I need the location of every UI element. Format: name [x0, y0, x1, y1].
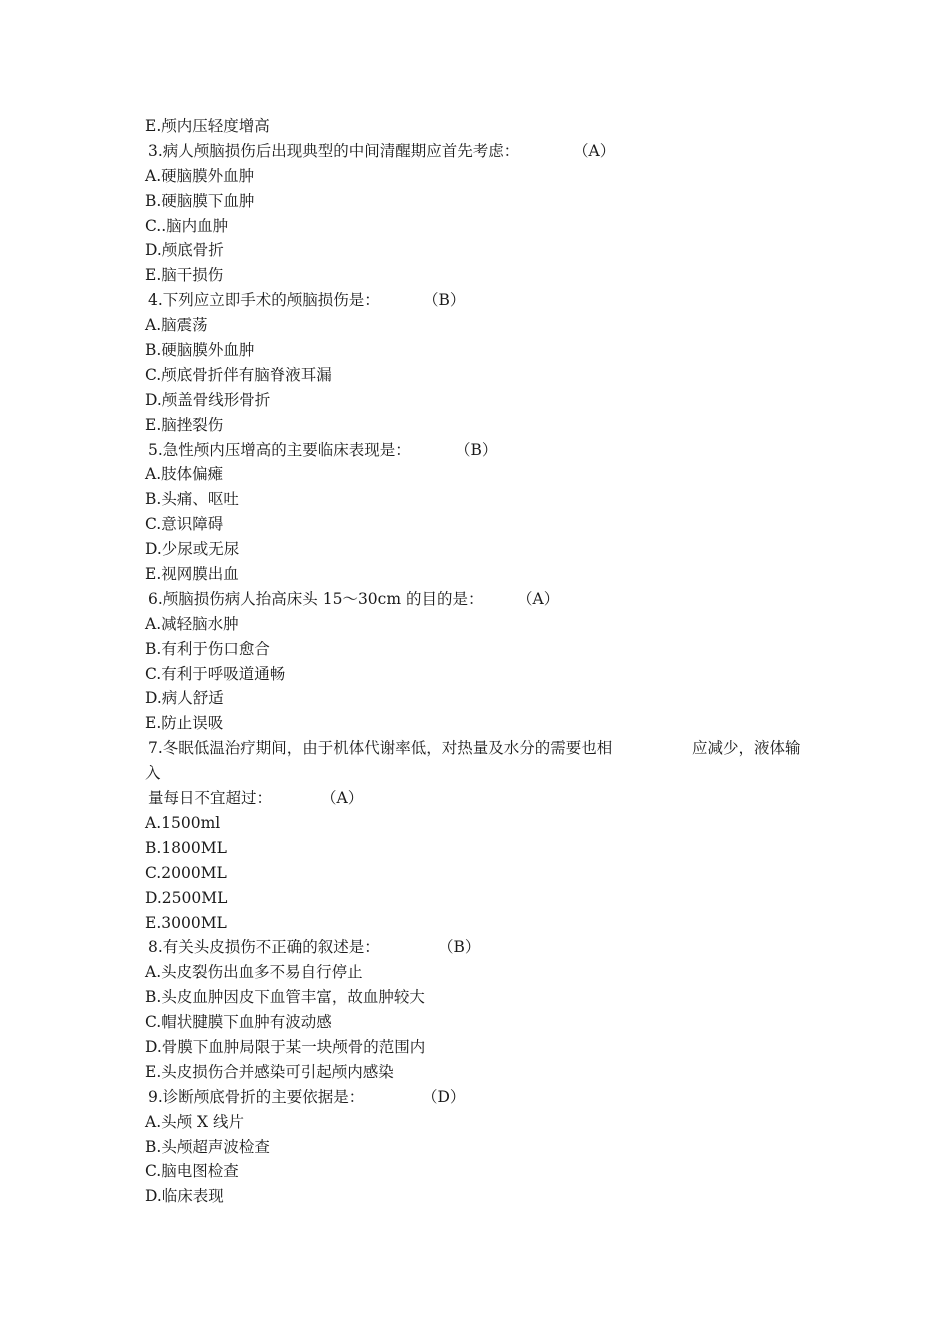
answer-option: C.2000ML	[145, 863, 227, 882]
answer-option: D.颅底骨折	[145, 241, 224, 260]
answer-option: B.硬脑膜下血肿	[145, 191, 255, 210]
answer-option: B.头痛、呕吐	[145, 490, 239, 509]
answer-option: A.头颅 X 线片	[145, 1112, 245, 1131]
question-text: 7.冬眠低温治疗期间，由于机体代谢率低，对热量及水分的需要也相	[148, 739, 613, 758]
question-line	[145, 139, 825, 164]
answer-option: B.头皮血肿因皮下血管丰富，故血肿较大	[145, 988, 425, 1007]
answer-option: B.头颅超声波检查	[145, 1137, 270, 1156]
answer-option: D.少尿或无尿	[145, 540, 240, 559]
answer-option: C.有利于呼吸道通畅	[145, 664, 286, 683]
answer-option: A.硬脑膜外血肿	[145, 166, 255, 185]
answer-option: E.视网膜出血	[145, 565, 239, 584]
answer-key: （B）	[438, 938, 481, 957]
answer-option: C.意识障碍	[145, 515, 224, 534]
question-line	[145, 288, 825, 313]
question-text: 量每日不宜超过：	[148, 789, 273, 808]
answer-option: E.3000ML	[145, 913, 227, 932]
answer-option: B.硬脑膜外血肿	[145, 341, 255, 360]
question-text: 9.诊断颅底骨折的主要依据是：	[148, 1087, 365, 1106]
answer-option: D.颅盖骨线形骨折	[145, 390, 271, 409]
answer-option: D.临床表现	[145, 1187, 224, 1206]
question-text: 3.病人颅脑损伤后出现典型的中间清醒期应首先考虑：	[148, 141, 520, 160]
answer-option: E.脑挫裂伤	[145, 415, 224, 434]
answer-option: E.头皮损伤合并感染可引起颅内感染	[145, 1062, 394, 1081]
answer-option: E.脑干损伤	[145, 266, 224, 285]
question-text: 8.有关头皮损伤不正确的叙述是：	[148, 938, 380, 957]
answer-option: D.2500ML	[145, 888, 228, 907]
answer-option: E.颅内压轻度增高	[145, 117, 270, 135]
answer-option: C.脑电图检查	[145, 1162, 239, 1181]
document-content	[145, 114, 825, 1209]
answer-option: A.肢体偏瘫	[145, 465, 224, 484]
answer-key: （B）	[455, 440, 498, 459]
answer-option: C.帽状腱膜下血肿有波动感	[145, 1013, 332, 1032]
answer-key: （A）	[517, 589, 560, 608]
question-line	[145, 438, 825, 463]
answer-key: （D）	[422, 1087, 466, 1106]
answer-option: A.脑震荡	[145, 316, 208, 335]
answer-option: 入	[145, 764, 161, 783]
answer-option: C..脑内血肿	[145, 216, 229, 235]
answer-option: D.病人舒适	[145, 689, 224, 708]
question-line	[145, 935, 825, 960]
answer-option: A.头皮裂伤出血多不易自行停止	[145, 963, 363, 982]
question-line	[145, 786, 825, 811]
question-text-continued: 应减少，液体输	[692, 739, 801, 758]
answer-option: E.防止误吸	[145, 714, 224, 733]
question-text: 6.颅脑损伤病人抬高床头 15～30cm 的目的是：	[148, 589, 484, 608]
question-line	[145, 587, 825, 612]
question-line	[145, 736, 825, 761]
answer-option: B.1800ML	[145, 838, 227, 857]
question-text: 5.急性颅内压增高的主要临床表现是：	[148, 440, 411, 459]
question-line	[145, 1085, 825, 1110]
answer-option: A.减轻脑水肿	[145, 614, 239, 633]
answer-key: （A）	[573, 141, 616, 160]
question-text: 4.下列应立即手术的颅脑损伤是：	[148, 291, 380, 310]
answer-key: （A）	[321, 789, 364, 808]
answer-option: D.骨膜下血肿局限于某一块颅骨的范围内	[145, 1037, 426, 1056]
answer-option: B.有利于伤口愈合	[145, 639, 270, 658]
answer-option: C.颅底骨折伴有脑脊液耳漏	[145, 365, 332, 384]
answer-option: A.1500ml	[145, 813, 221, 832]
answer-key: （B）	[423, 291, 466, 310]
